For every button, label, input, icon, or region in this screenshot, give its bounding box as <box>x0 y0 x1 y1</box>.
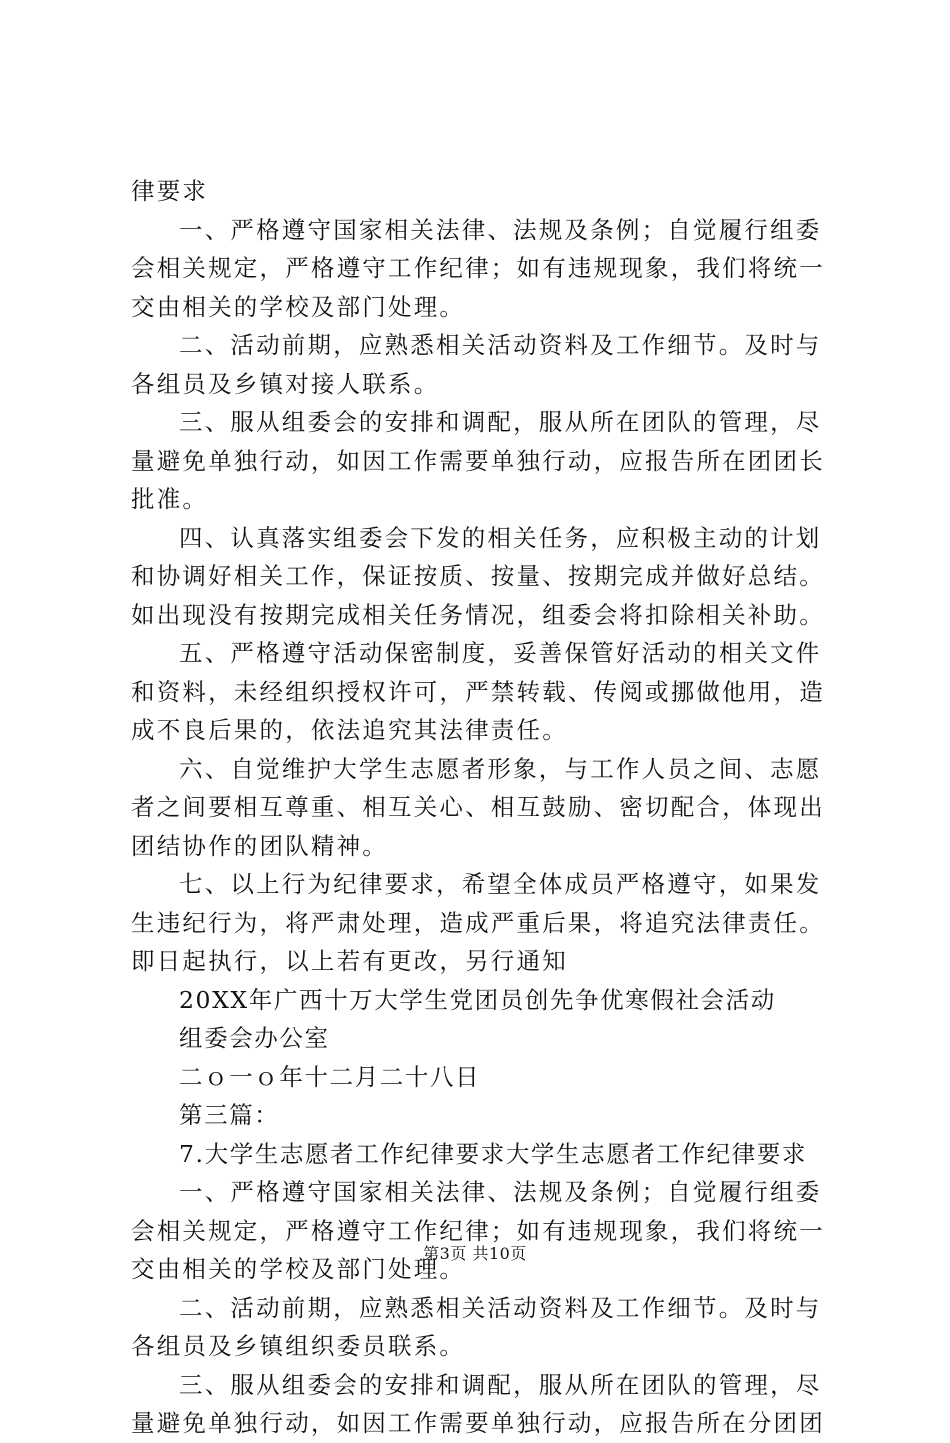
text-line: 成不良后果的，依法追究其法律责任。 <box>131 716 568 744</box>
text-line: 律要求 <box>131 177 209 205</box>
text-line: 团结协作的团队精神。 <box>131 831 388 860</box>
text-line: 量避免单独行动，如因工作需要单独行动，应报告所在分团团 <box>131 1409 825 1437</box>
text-line: 生违纪行为，将严肃处理，造成严重后果，将追究法律责任。 <box>131 908 825 937</box>
text-line: 六、自觉维护大学生志愿者形象，与工作人员之间、志愿 <box>179 754 822 783</box>
text-line: 第三篇： <box>179 1101 280 1129</box>
text-line: 二、活动前期，应熟悉相关活动资料及工作细节。及时与 <box>179 331 822 359</box>
text-line: 五、严格遵守活动保密制度，妥善保管好活动的相关文件 <box>179 639 822 667</box>
text-line: 量避免单独行动，如因工作需要单独行动，应报告所在团团长 <box>131 446 825 475</box>
text-line: 者之间要相互尊重、相互关心、相互鼓励、密切配合，体现出 <box>131 793 825 821</box>
text-line: 各组员及乡镇组织委员联系。 <box>131 1332 466 1360</box>
page-footer: 第3页 共10页 <box>423 1244 527 1263</box>
text-line: 和资料，未经组织授权许可，严禁转载、传阅或挪做他用，造 <box>131 677 825 706</box>
text-line: 三、服从组委会的安排和调配，服从所在团队的管理，尽 <box>179 408 822 436</box>
text-line: 会相关规定，严格遵守工作纪律；如有违规现象，我们将统一 <box>131 254 825 282</box>
text-line: 20XX年广西十万大学生党团员创先争优寒假社会活动 <box>179 985 776 1014</box>
text-line: 和协调好相关工作，保证按质、按量、按期完成并做好总结。 <box>131 562 825 590</box>
text-line: 如出现没有按期完成相关任务情况，组委会将扣除相关补助。 <box>131 600 825 629</box>
text-line: 二、活动前期，应熟悉相关活动资料及工作细节。及时与 <box>179 1293 822 1322</box>
text-line: 七、以上行为纪律要求，希望全体成员严格遵守，如果发 <box>179 870 822 898</box>
text-line: 二ｏ一ｏ年十二月二十八日 <box>179 1062 481 1091</box>
text-line: 一、严格遵守国家相关法律、法规及条例；自觉履行组委 <box>179 215 822 244</box>
text-line: 各组员及乡镇对接人联系。 <box>131 369 440 398</box>
text-line: 交由相关的学校及部门处理。 <box>131 1255 466 1283</box>
text-line: 组委会办公室 <box>179 1024 330 1052</box>
text-line: 即日起执行，以上若有更改，另行通知 <box>131 947 568 975</box>
text-line: 一、严格遵守国家相关法律、法规及条例；自觉履行组委 <box>179 1178 822 1206</box>
text-line: 四、认真落实组委会下发的相关任务，应积极主动的计划 <box>179 523 822 552</box>
text-line: 三、服从组委会的安排和调配，服从所在团队的管理，尽 <box>179 1370 822 1399</box>
text-line: 会相关规定，严格遵守工作纪律；如有违规现象，我们将统一 <box>131 1216 825 1245</box>
text-line: 批准。 <box>131 485 209 513</box>
text-line: 7.大学生志愿者工作纪律要求大学生志愿者工作纪律要求 <box>179 1139 808 1168</box>
text-line: 交由相关的学校及部门处理。 <box>131 292 466 321</box>
